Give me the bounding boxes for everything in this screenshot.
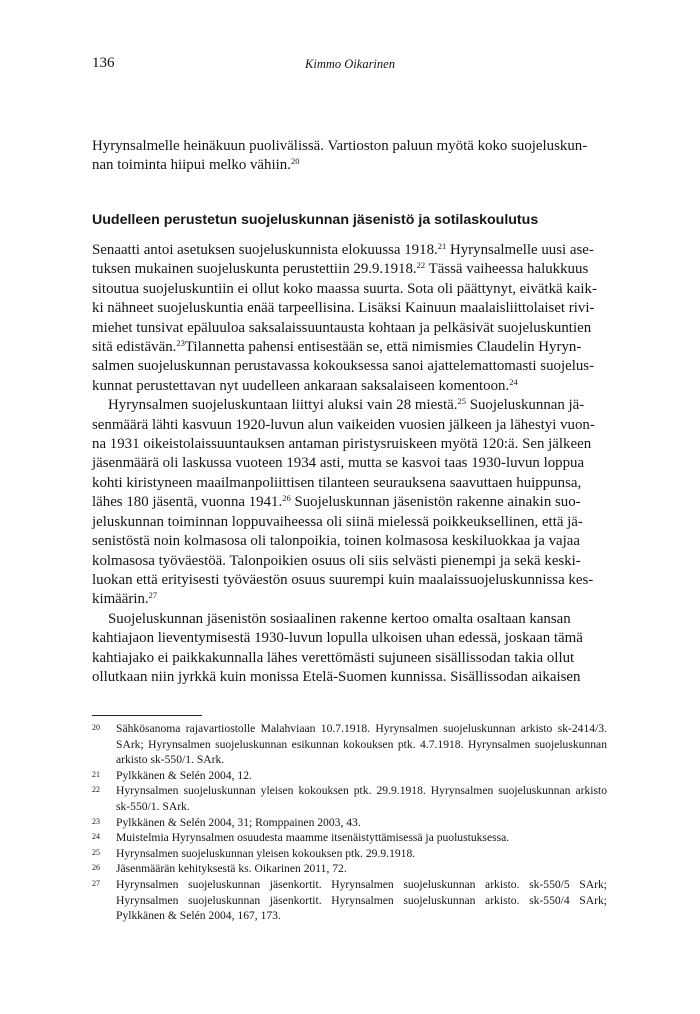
footnote-text: Pylkkänen & Selén 2004, 31; Romppainen 2003, 43. [116, 815, 361, 829]
footnote [92, 861, 607, 877]
footnote-text: Sähkösanoma rajavartiostolle Malahviaan 10.7.1918. Hyrynsalmen suojeluskunnan arkisto sk-2414/3. SArk; Hyrynsalmen suojeluskunnan esikunnan kokouksen ptk. 4.7.1918. Hyrynsalmen suojeluskunnan arkisto sk-550/1. SArk. [116, 722, 607, 767]
paragraph [92, 241, 607, 396]
main-text [92, 241, 607, 687]
text-run: Suojeluskunnan jäsenistön sosiaalinen rakenne kertoo omalta osaltaan kansan kahtiajaon lieventymisestä 1930-luvun lopulla ulkoisen uhan edessä, joskaan tämä kahtiajako ei paikkakunnalla lähes verettömästi sujuneen sisällissodan takia ollut ollutkaan niin jyrkkä kuin monissa Etelä-Suomen kunnissa. Sisällissodan aikaisen [92, 610, 583, 685]
footnote-ref: 22 [416, 260, 426, 271]
footnote-number: 26 [92, 863, 100, 873]
text-run: Hyrynsalmelle uusi ase- tuksen mukainen suojeluskunta perustettiin 29.9.1918. [92, 242, 594, 278]
footnote-number: 24 [92, 832, 100, 842]
footnote-ref: 25 [457, 396, 466, 407]
paragraph [92, 396, 607, 609]
footnote-ref: 27 [148, 590, 158, 601]
footnote-number: 25 [92, 847, 100, 857]
footnote-ref: 21 [437, 241, 447, 251]
text-run: Suojeluskunnan jäsenistön rakenne ainakin suo- jeluskunnan toiminnan loppuvaiheessa oli siinä mielessä poikkeuksellinen, että jä- senistöstä noin kolmasosa oli talonpoikia, toinen kolmasosa keskiluokkaa ja vajaa kolmasosa työväestöä. Talonpoikien osuus oli siis selvästi pienempi ja sekä keski- luokan että erityisesti työväestön osuus suurempi kuin maalaissuojeluskunnissa kes- kimäärin. [92, 494, 594, 608]
footnote-text: Hyrynsalmen suojeluskunnan jäsenkortit. Hyrynsalmen suojeluskunnan arkisto. sk-550/5 SArk; Hyrynsalmen suojeluskunnan jäsenkortit. Hyrynsalmen suojeluskunnan arkisto. sk-550/4 SArk; Pylkkänen & Selén 2004, 167, 173. [116, 877, 607, 923]
intro-line: Hyrynsalmelle heinäkuun puolivälissä. Vartioston paluun myötä koko suojeluskun- [92, 138, 588, 154]
footnote-text: Pylkkänen & Selén 2004, 12. [116, 768, 252, 782]
footnote-number: 27 [92, 878, 100, 888]
text-run: Senaatti antoi asetuksen suojeluskunnista elokuussa 1918. [92, 242, 438, 258]
footnotes [92, 721, 607, 924]
footnote [92, 768, 607, 784]
footnote-ref: 20 [290, 156, 300, 167]
footnote-number: 23 [92, 816, 100, 826]
footnote-rule [92, 715, 202, 716]
footnote-ref: 24 [509, 376, 518, 387]
footnote-ref: 26 [282, 493, 291, 504]
section-heading: Uudelleen perustetun suojeluskunnan jäsenistö ja sotilaskoulutus [92, 212, 539, 228]
footnote-number: 22 [92, 785, 100, 795]
footnote-number: 21 [92, 769, 100, 779]
text-run: Suojeluskunnan jä- senmäärä lähti kasvuun 1920-luvun alun vaikeiden vuosien jälkeen ja lähestyi vuon- na 1931 oikeistolaissuuntauksen antaman piristysruiskeen myötä 120:ä. Sen jälkeen jäsenmäärä oli laskussa vuoteen 1934 asti, mutta se kasvoi taas 1930-luvun loppua kohti kiristyneen maailmanpoliittisen tilanteen seurauksena saavuttaen huippunsa, lähes 180 jäsentä, vuonna 1941. [92, 397, 595, 511]
text-run: Tässä vaiheessa halukkuus sitoutua suojeluskuntiin ei ollut koko maassa suurta. Sota oli päättynyt, eivätkä kaik- ki nähneet suojeluskuntia enää tarpeellisina. Lisäksi Kainuun maalaisliittolaiset rivi- miehet tunsivat epäluuloa saksalaissuuntausta kohtaan ja pelkäsivät suojeluskuntien sitä edistävän. [92, 261, 597, 356]
footnote [92, 830, 607, 846]
footnote-ref: 23 [176, 338, 185, 349]
text-run: Tilannetta pahensi entisestään se, että nimismies Claudelin Hyryn- salmen suojeluskunnan perustavassa kokouksessa sanoi ajattelemattomasti suojelus- kunnat perustettavan nyt uudelleen ankaraan saksalaiseen komentoon. [92, 339, 595, 394]
footnote [92, 877, 607, 924]
footnote [92, 815, 607, 831]
running-head: Kimmo Oikarinen [305, 57, 395, 71]
text-run: Hyrynsalmen suojeluskuntaan liittyi aluksi vain 28 miestä. [108, 397, 458, 414]
footnote-text: Hyrynsalmen suojeluskunnan yleisen kokouksen ptk. 29.9.1918. Hyrynsalmen suojeluskunnan arkisto sk-550/1. SArk. [116, 784, 607, 813]
intro-paragraph [92, 137, 607, 176]
footnote-number: 20 [92, 723, 100, 732]
intro-line: nan toiminta hiipui melko vähiin. [92, 157, 291, 174]
footnote-text: Hyrynsalmen suojeluskunnan yleisen kokouksen ptk. 29.9.1918. [116, 846, 416, 860]
page-number: 136 [92, 55, 115, 71]
footnote [92, 846, 607, 862]
footnote-text: Muistelmia Hyrynsalmen osuudesta maamme itsenäistyttämisessä ja puolustuksessa. [116, 831, 510, 845]
footnote [92, 783, 607, 814]
footnote [92, 721, 607, 768]
paragraph [92, 610, 607, 688]
footnote-text: Jäsenmäärän kehityksestä ks. Oikarinen 2011, 72. [116, 862, 347, 876]
